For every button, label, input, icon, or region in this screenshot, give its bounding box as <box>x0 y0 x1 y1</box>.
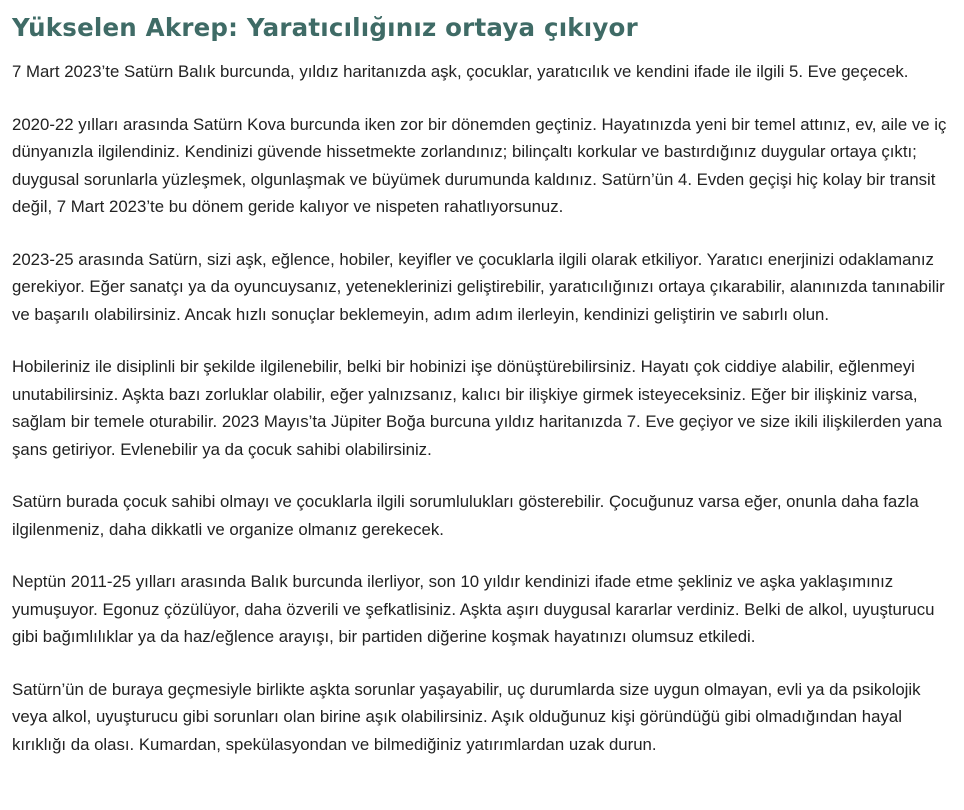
article-paragraph-5: Satürn burada çocuk sahibi olmayı ve çocuklarla ilgili sorumlulukları gösterebilir. Çocuğunuz varsa eğer, onunla daha fazla ilgilenmeniz, daha dikkatli ve organize olmanız gerekecek. <box>12 492 919 539</box>
article-paragraph-1: 7 Mart 2023’te Satürn Balık burcunda, yıldız haritanızda aşk, çocuklar, yaratıcılık ve kendini ifade ile ilgili 5. Eve geçecek. <box>12 62 909 81</box>
article-paragraph-2: 2020-22 yılları arasında Satürn Kova burcunda iken zor bir dönemden geçtiniz. Hayatınızda yeni bir temel attınız, ev, aile ve iç dünyanızla ilgilendiniz. Kendinizi güvende hissetmekte zorlandınız; bilinçaltı korkular ve bastırdığınız duygular ortaya çıktı; duygusal sorunlarla yüzleşmek, olgunlaşmak ve büyümek durumunda kaldınız. Satürn’ün 4. Evden geçişi hiç kolay bir transit değil, 7 Mart 2023’te bu dönem geride kalıyor ve nispeten rahatlıyorsunuz. <box>12 114 947 216</box>
article <box>12 8 952 783</box>
article-paragraph-7: Satürn’ün de buraya geçmesiyle birlikte aşkta sorunlar yaşayabilir, uç durumlarda size uygun olmayan, evli ya da psikolojik veya alkol, uyuşturucu gibi sorunları olan birine aşık olabilirsiniz. Aşık olduğunuz kişi göründüğü gibi olmadığından hayal kırıklığı da olası. Kumardan, spekülasyondan ve bilmediğiniz yatırımlardan uzak durun. <box>12 679 921 754</box>
article-paragraph-4: Hobileriniz ile disiplinli bir şekilde ilgilenebilir, belki bir hobinizi işe dönüştürebilirsiniz. Hayatı çok ciddiye alabilir, eğlenmeyi unutabilirsiniz. Aşkta bazı zorluklar olabilir, eğer yalnızsanız, kalıcı bir ilişkiye girmek isteyeceksiniz. Eğer bir ilişkiniz varsa, sağlam bir temele oturabilir. 2023 Mayıs’ta Jüpiter Boğa burcuna yıldız haritanızda 7. Eve geçiyor ve size ikili ilişkilerden yana şans getiriyor. Evlenebilir ya da çocuk sahibi olabilirsiniz. <box>12 357 942 459</box>
article-paragraph-6: Neptün 2011-25 yılları arasında Balık burcunda ilerliyor, son 10 yıldır kendinizi ifade etme şekliniz ve aşka yaklaşımınız yumuşuyor. Egonuz çözülüyor, daha özverili ve şefkatlisiniz. Aşkta aşırı duygusal kararlar verdiniz. Belki de alkol, uyuşturucu gibi bağımlılıklar ya da haz/eğlence arayışı, bir partiden diğerine koşmak hayatınızı olumsuz etkiledi. <box>12 572 935 646</box>
article-paragraph-3: 2023-25 arasında Satürn, sizi aşk, eğlence, hobiler, keyifler ve çocuklarla ilgili olarak etkiliyor. Yaratıcı enerjinizi odaklamanız gerekiyor. Eğer sanatçı ya da oyuncuysanız, yeteneklerinizi geliştirebilir, yaratıcılığınızı ortaya çıkarabilir, alanınızda tanınabilir ve başarılı olabilirsiniz. Ancak hızlı sonuçlar beklemeyin, adım adım ilerleyin, kendinizi geliştirin ve sabırlı olun. <box>12 249 945 324</box>
article-title: Yükselen Akrep: Yaratıcılığınız ortaya çıkıyor <box>12 13 638 42</box>
